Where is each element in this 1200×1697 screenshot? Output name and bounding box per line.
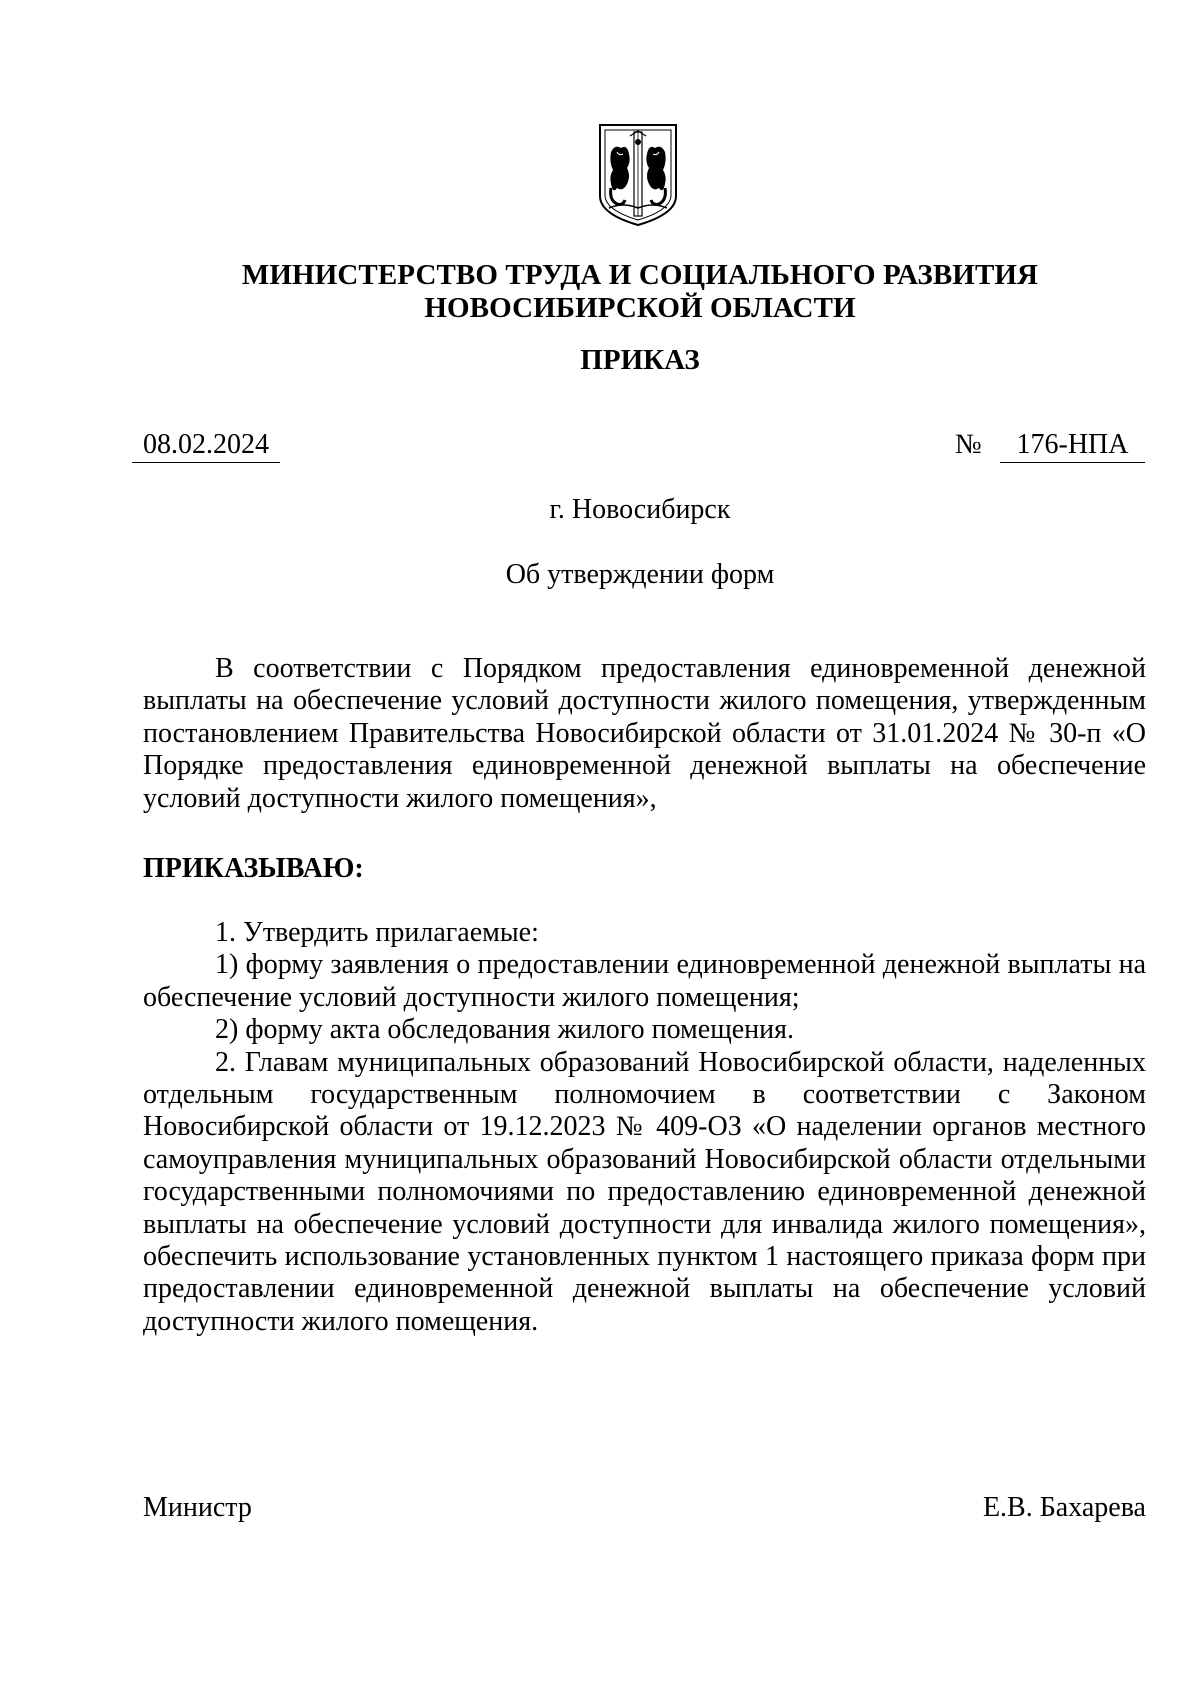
preamble-paragraph: В соответствии с Порядком предоставления единовременной денежной выплаты на обеспечение условий доступности жилого помещения, утвержденным постановлением Правительства Новосибирской области от 31.01.2024 № 30-п «О Порядке предоставления единовременной денежной выплаты на обеспечение условий доступности жилого помещения», bbox=[143, 653, 1146, 814]
number-sign: № bbox=[955, 429, 982, 460]
preamble-section bbox=[143, 653, 1146, 815]
order-item: 2) форму акта обследования жилого помещения. bbox=[215, 1014, 795, 1046]
novosibirsk-coat-of-arms-icon bbox=[597, 122, 679, 228]
signatory-name: Е.В. Бахарева bbox=[982, 1492, 1146, 1523]
ministry-name-line2: НОВОСИБИРСКОЙ ОБЛАСТИ bbox=[424, 292, 856, 324]
order-keyword: ПРИКАЗЫВАЮ: bbox=[143, 853, 364, 884]
order-subject: Об утверждении форм bbox=[505, 559, 775, 590]
order-item: 1) форму заявления о предоставлении единовременной денежной выплаты на обеспечение условий доступности жилого помещения; bbox=[143, 949, 1146, 1013]
order-item: 1. Утвердить прилагаемые: bbox=[215, 917, 539, 948]
document-type: ПРИКАЗ bbox=[580, 344, 700, 376]
order-date: 08.02.2024 bbox=[132, 428, 280, 463]
ministry-name-line1: МИНИСТЕРСТВО ТРУДА И СОЦИАЛЬНОГО РАЗВИТИЯ bbox=[241, 259, 1039, 291]
city-name: г. Новосибирск bbox=[549, 494, 731, 525]
order-number: 176-НПА bbox=[1000, 428, 1145, 463]
order-item: 2. Главам муниципальных образований Новосибирской области, наделенных отдельным государственным полномочием в соответствии с Законом Новосибирской области от 19.12.2023 № 409-ОЗ «О наделении органов местного самоуправления муниципальных образований Новосибирской области отдельными государственными полномочиями по предоставлению единовременной денежной выплаты на обеспечение условий доступности для инвалида жилого помещения», обеспечить использование установленных пунктом 1 настоящего приказа форм при предоставлении единовременной денежной выплаты на обеспечение условий доступности жилого помещения. bbox=[143, 1046, 1146, 1337]
signatory-title: Министр bbox=[143, 1492, 252, 1523]
order-items-section bbox=[143, 917, 1146, 1338]
